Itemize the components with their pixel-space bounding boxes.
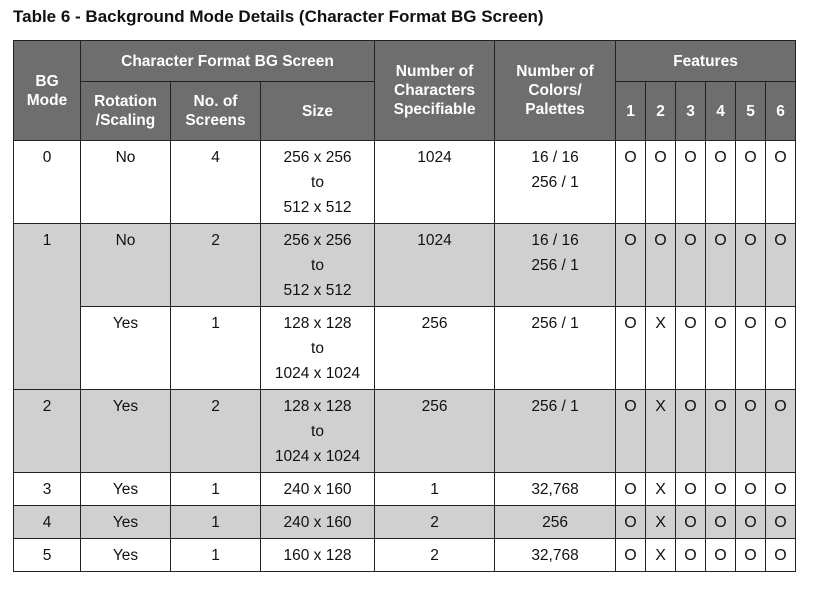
cell-rotation: No <box>81 141 171 224</box>
cell-size: 240 x 160 <box>261 506 375 539</box>
header-feature-6: 6 <box>766 82 796 141</box>
cell-characters: 2 <box>375 539 495 572</box>
cell-screens: 2 <box>171 224 261 307</box>
cell-feature-2: O <box>646 224 676 307</box>
cell-feature-3: O <box>676 539 706 572</box>
cell-feature-3: O <box>676 506 706 539</box>
cell-colors: 256 / 1 <box>495 307 616 390</box>
cell-characters: 1 <box>375 473 495 506</box>
cell-characters: 1024 <box>375 141 495 224</box>
header-feature-2: 2 <box>646 82 676 141</box>
table-row <box>14 224 796 307</box>
header-feature-4: 4 <box>706 82 736 141</box>
cell-colors: 32,768 <box>495 473 616 506</box>
cell-rotation: Yes <box>81 506 171 539</box>
cell-feature-2: X <box>646 473 676 506</box>
cell-colors: 16 / 16 256 / 1 <box>495 224 616 307</box>
header-rotation: Rotation /Scaling <box>81 82 171 141</box>
cell-feature-1: O <box>616 506 646 539</box>
header-character-format-group: Character Format BG Screen <box>81 41 375 82</box>
cell-feature-4: O <box>706 141 736 224</box>
cell-feature-5: O <box>736 224 766 307</box>
cell-feature-6: O <box>766 539 796 572</box>
table-row <box>14 390 796 473</box>
header-size: Size <box>261 82 375 141</box>
header-feature-3: 3 <box>676 82 706 141</box>
cell-feature-6: O <box>766 224 796 307</box>
cell-colors: 256 / 1 <box>495 390 616 473</box>
table-row <box>14 141 796 224</box>
cell-screens: 1 <box>171 506 261 539</box>
cell-feature-6: O <box>766 390 796 473</box>
cell-feature-2: X <box>646 307 676 390</box>
cell-feature-6: O <box>766 141 796 224</box>
cell-colors: 32,768 <box>495 539 616 572</box>
cell-feature-4: O <box>706 539 736 572</box>
cell-feature-1: O <box>616 473 646 506</box>
cell-rotation: Yes <box>81 539 171 572</box>
cell-screens: 1 <box>171 473 261 506</box>
cell-size: 160 x 128 <box>261 539 375 572</box>
cell-size: 240 x 160 <box>261 473 375 506</box>
cell-rotation: Yes <box>81 473 171 506</box>
cell-feature-2: O <box>646 141 676 224</box>
cell-screens: 1 <box>171 539 261 572</box>
cell-rotation: No <box>81 224 171 307</box>
header-feature-1: 1 <box>616 82 646 141</box>
cell-feature-2: X <box>646 390 676 473</box>
table-row <box>14 307 796 390</box>
cell-mode: 1 <box>14 224 81 390</box>
header-colors: Number of Colors/ Palettes <box>495 41 616 141</box>
cell-feature-5: O <box>736 141 766 224</box>
cell-feature-3: O <box>676 307 706 390</box>
header-screens: No. of Screens <box>171 82 261 141</box>
cell-size: 256 x 256 to 512 x 512 <box>261 141 375 224</box>
cell-screens: 4 <box>171 141 261 224</box>
cell-feature-5: O <box>736 473 766 506</box>
cell-screens: 1 <box>171 307 261 390</box>
cell-feature-4: O <box>706 307 736 390</box>
header-characters: Number of Characters Specifiable <box>375 41 495 141</box>
cell-mode: 2 <box>14 390 81 473</box>
header-feature-5: 5 <box>736 82 766 141</box>
cell-feature-6: O <box>766 506 796 539</box>
cell-feature-6: O <box>766 473 796 506</box>
cell-size: 256 x 256 to 512 x 512 <box>261 224 375 307</box>
cell-feature-1: O <box>616 539 646 572</box>
cell-mode: 3 <box>14 473 81 506</box>
cell-characters: 2 <box>375 506 495 539</box>
bg-mode-table <box>13 40 796 572</box>
cell-feature-4: O <box>706 224 736 307</box>
cell-feature-5: O <box>736 307 766 390</box>
table-row <box>14 539 796 572</box>
cell-feature-4: O <box>706 390 736 473</box>
cell-size: 128 x 128 to 1024 x 1024 <box>261 307 375 390</box>
cell-feature-3: O <box>676 473 706 506</box>
cell-colors: 16 / 16 256 / 1 <box>495 141 616 224</box>
table-title: Table 6 - Background Mode Details (Character Format BG Screen) <box>13 7 544 26</box>
cell-rotation: Yes <box>81 307 171 390</box>
cell-feature-1: O <box>616 141 646 224</box>
cell-feature-1: O <box>616 307 646 390</box>
cell-feature-3: O <box>676 224 706 307</box>
header-bg-mode: BG Mode <box>14 41 81 141</box>
cell-colors: 256 <box>495 506 616 539</box>
cell-mode: 4 <box>14 506 81 539</box>
cell-feature-5: O <box>736 506 766 539</box>
cell-characters: 256 <box>375 307 495 390</box>
header-features: Features <box>616 41 796 82</box>
cell-characters: 256 <box>375 390 495 473</box>
cell-mode: 5 <box>14 539 81 572</box>
cell-size: 128 x 128 to 1024 x 1024 <box>261 390 375 473</box>
cell-feature-2: X <box>646 506 676 539</box>
cell-feature-6: O <box>766 307 796 390</box>
cell-feature-3: O <box>676 141 706 224</box>
cell-feature-2: X <box>646 539 676 572</box>
cell-feature-5: O <box>736 539 766 572</box>
table-row <box>14 506 796 539</box>
cell-feature-3: O <box>676 390 706 473</box>
cell-characters: 1024 <box>375 224 495 307</box>
cell-rotation: Yes <box>81 390 171 473</box>
cell-feature-4: O <box>706 506 736 539</box>
cell-screens: 2 <box>171 390 261 473</box>
cell-feature-4: O <box>706 473 736 506</box>
table-row <box>14 473 796 506</box>
cell-feature-5: O <box>736 390 766 473</box>
cell-feature-1: O <box>616 390 646 473</box>
cell-mode: 0 <box>14 141 81 224</box>
cell-feature-1: O <box>616 224 646 307</box>
